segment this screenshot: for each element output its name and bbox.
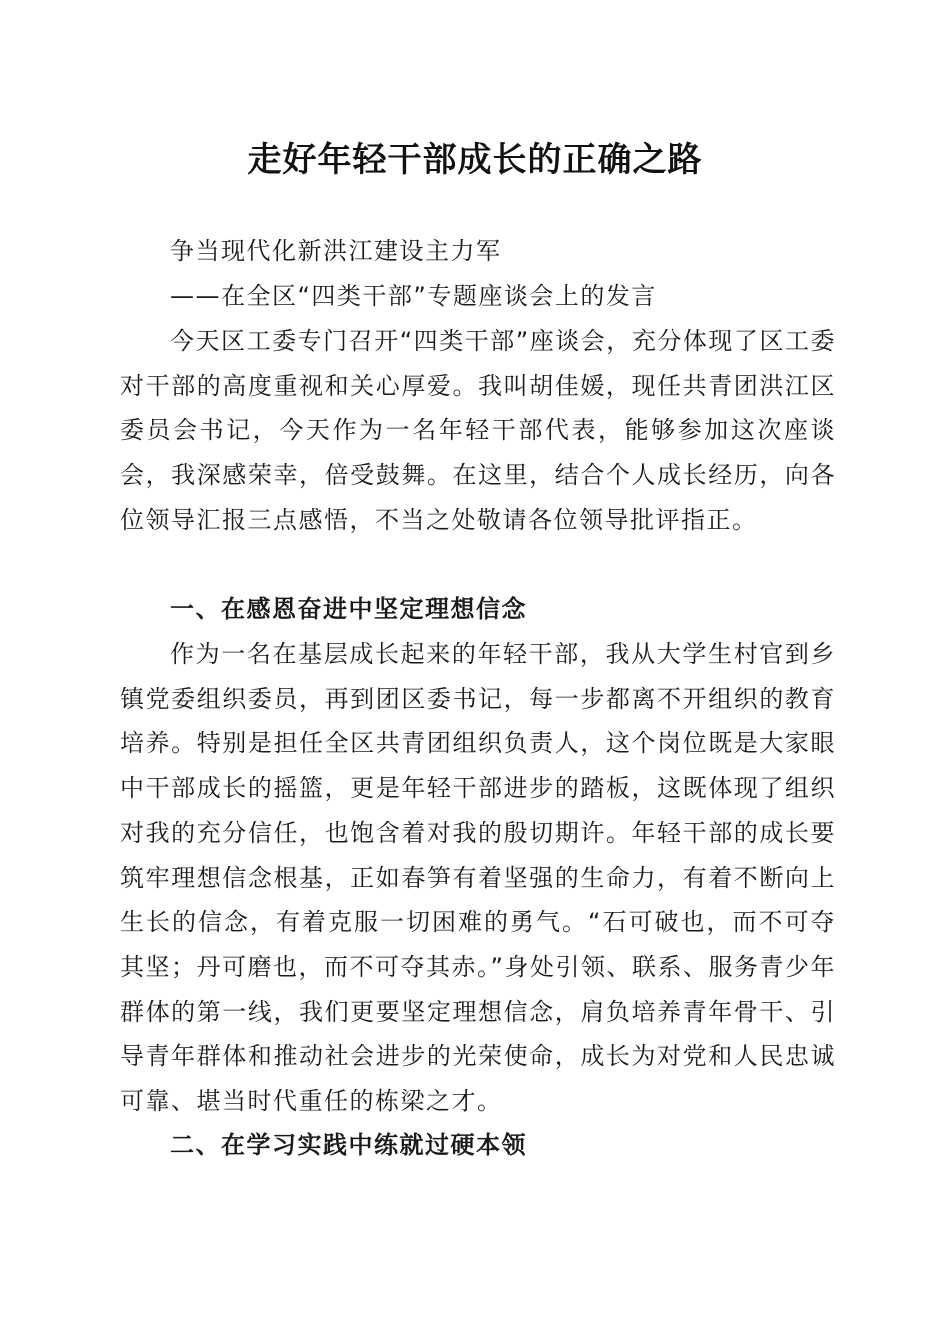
intro-paragraph: 今天区工委专门召开“四类干部”座谈会，充分体现了区工委对干部的高度重视和关心厚爱。我叫胡佳媛，现任共青团洪江区委员会书记，今天作为一名年轻干部代表，能够参加这次座谈会，我深感荣幸，倍受鼓舞。在这里，结合个人成长经历，向各位领导汇报三点感悟，不当之处敬请各位领导批评指正。 [120, 327, 836, 534]
document-title: 走好年轻干部成长的正确之路 [247, 140, 703, 180]
section-2-heading: 二、在学习实践中练就过硬本领 [170, 1131, 527, 1159]
document-subsubtitle: ——在全区“四类干部”专题座谈会上的发言 [170, 282, 657, 310]
document-subtitle: 争当现代化新洪江建设主力军 [170, 237, 502, 265]
section-1-heading: 一、在感恩奋进中坚定理想信念 [170, 595, 527, 623]
section-1-paragraph: 作为一名在基层成长起来的年轻干部，我从大学生村官到乡镇党委组织委员，再到团区委书记，每一步都离不开组织的教育培养。特别是担任全区共青团组织负责人，这个岗位既是大家眼中干部成长的摇篮，更是年轻干部进步的踏板，这既体现了组织对我的充分信任，也饱含着对我的殷切期许。年轻干部的成长要筑牢理想信念根基，正如春笋有着坚强的生命力，有着不断向上生长的信念，有着克服一切困难的勇气。“石可破也，而不可夺其坚；丹可磨也，而不可夺其赤。”身处引领、联系、服务青少年群体的第一线，我们更要坚定理想信念，肩负培养青年骨干、引导青年群体和推动社会进步的光荣使命，成长为对党和人民忠诚可靠、堪当时代重任的栋梁之才。 [120, 640, 836, 1116]
